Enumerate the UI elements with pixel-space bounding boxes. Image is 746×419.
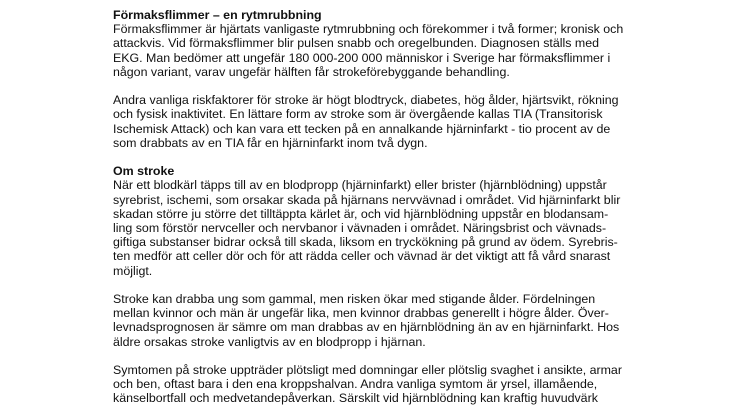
paragraph: [113, 22, 653, 79]
paragraph: [113, 93, 653, 150]
section-formaksflimmer: [113, 8, 653, 150]
text-line: levnadsprognosen är sämre om man drabbas av en hjärnblödning än av en hjärninfarkt. Hos: [113, 320, 620, 335]
text-line: någon variant, varav ungefär hälften får strokeförebyggande behandling.: [113, 64, 510, 79]
text-line: och ben, oftast bara i den ena kroppshalvan. Andra vanliga symtom är yrsel, illamående,: [113, 377, 598, 392]
section-om-stroke: [113, 164, 653, 405]
text-line: Förmaksflimmer är hjärtats vanligaste rytmrubbning och förekommer i två former; kronisk och: [113, 22, 624, 37]
text-line: känselbortfall och medvetandepåverkan. Särskilt vid hjärnblödning kan kraftig huvudvärk: [113, 391, 598, 406]
paragraph: [113, 178, 653, 277]
text-line: som drabbats av en TIA får en hjärninfarkt inom två dygn.: [113, 135, 428, 150]
text-line: Stroke kan drabba ung som gammal, men risken ökar med stigande ålder. Fördelningen: [113, 292, 596, 307]
paragraph: [113, 292, 653, 349]
text-line: syrebrist, ischemi, som orsakar skada på hjärnans nervvävnad i området. Vid hjärninfarkt blir: [113, 192, 621, 207]
text-line: giftiga substanser bidrar också till skada, liksom en tryckökning på grund av ödem. Syrebris-: [113, 235, 618, 250]
text-line: Symtomen på stroke uppträder plötsligt med domningar eller plötslig svaghet i ansikte, armar: [113, 363, 622, 378]
text-line: ten medför att celler dör och för att rädda celler och vävnad är det viktigt att få vård snarast: [113, 249, 611, 264]
text-line: EKG. Man bedömer att ungefär 180 000-200 000 människor i Sverige har förmaksflimmer i: [113, 50, 611, 65]
text-line: attackvis. Vid förmaksflimmer blir pulsen snabb och oregelbunden. Diagnosen ställs med: [113, 36, 600, 51]
text-line: skadan större ju större det tilltäppta kärlet är, och vid hjärnblödning uppstår en blodansam-: [113, 206, 609, 221]
section-heading: Förmaksflimmer – en rytmrubbning: [113, 8, 322, 22]
text-line: möjligt.: [113, 263, 153, 278]
text-line: När ett blodkärl täpps till av en blodpropp (hjärninfarkt) eller brister (hjärnblödning) uppstår: [113, 178, 607, 193]
paragraph: [113, 363, 653, 406]
section-heading: Om stroke: [113, 164, 175, 179]
document-body: [113, 8, 653, 419]
text-line: Andra vanliga riskfaktorer för stroke är högt blodtryck, diabetes, hög ålder, hjärtsvikt, rökning: [113, 93, 619, 108]
text-line: och fysisk inaktivitet. En lättare form av stroke som är övergående kallas TIA (Transitorisk: [113, 107, 603, 122]
text-line: äldre orsakas stroke vanligtvis av en blodpropp i hjärnan.: [113, 334, 426, 349]
text-line: mellan kvinnor och män är ungefär lika, men kvinnor drabbas generellt i högre ålder. Över-: [113, 306, 609, 321]
text-line: ling som förstör nervceller och nervbanor i vävnaden i området. Näringsbrist och vävnads-: [113, 221, 607, 236]
text-line: Ischemisk Attack) och kan vara ett tecken på en annalkande hjärninfarkt - tio procent av de: [113, 121, 611, 136]
